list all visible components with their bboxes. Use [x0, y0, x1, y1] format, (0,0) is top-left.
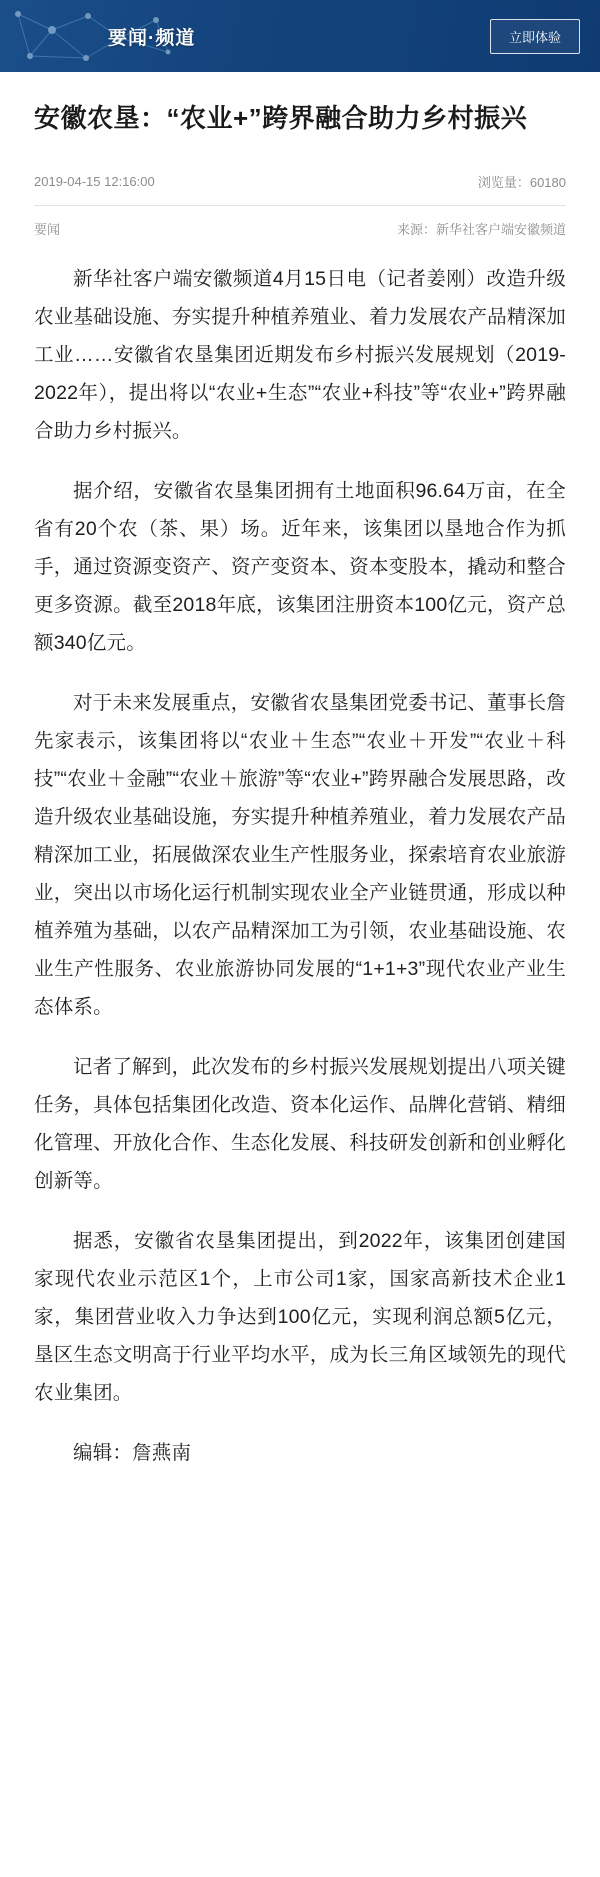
publish-time: 2019-04-15 12:16:00: [34, 173, 155, 189]
view-count: 浏览量：60180: [477, 174, 566, 190]
article-body: [34, 260, 566, 1472]
page-title: 安徽农垦：“农业+”跨界融合助力乡村振兴: [34, 103, 528, 133]
try-now-button[interactable]: 立即体验: [490, 19, 580, 54]
article-container: [0, 72, 600, 1534]
site-header: [0, 0, 600, 72]
paragraph: 对于未来发展重点，安徽省农垦集团党委书记、董事长詹先家表示，该集团将以“农业＋生态”“农业＋开发”“农业＋科技”“农业＋金融”“农业＋旅游”等“农业+”跨界融合发展思路，改造升级农业基础设施，夯实提升种植养殖业，着力发展农产品精深加工业，拓展做深农业生产性服务业，探索培育农业旅游业，突出以市场化运行机制实现农业全产业链贯通，形成以种植养殖为基础，以农产品精深加工为引领，农业基础设施、农业生产性服务、农业旅游协同发展的“1+1+3”现代农业产业生态体系。: [34, 691, 566, 1018]
meta-divider: [34, 205, 566, 206]
paragraph: 记者了解到，此次发布的乡村振兴发展规划提出八项关键任务，具体包括集团化改造、资本化运作、品牌化营销、精细化管理、开放化合作、生态化发展、科技研发创新和创业孵化创新等。: [34, 1055, 566, 1193]
source-label: 来源：新华社客户端安徽频道: [396, 221, 566, 237]
paragraph: 据介绍，安徽省农垦集团拥有土地面积96.64万亩，在全省有20个农（茶、果）场。近年来，该集团以垦地合作为抓手，通过资源变资产、资产变资本、资本变股本，撬动和整合更多资源。截至2018年底，该集团注册资本100亿元，资产总额340亿元。: [34, 479, 566, 654]
paragraph: 据悉，安徽省农垦集团提出，到2022年，该集团创建国家现代农业示范区1个，上市公司1家，国家高新技术企业1家，集团营业收入力争达到100亿元，实现利润总额5亿元，垦区生态文明高于行业平均水平，成为长三角区域领先的现代农业集团。: [34, 1230, 566, 1405]
meta-row: [34, 172, 566, 205]
channel-label: 要闻: [34, 221, 61, 237]
paragraph: 新华社客户端安徽频道4月15日电（记者姜刚）改造升级农业基础设施、夯实提升种植养殖业、着力发展农产品精深加工业……安徽省农垦集团近期发布乡村振兴发展规划（2019-2022年），提出将以“农业+生态”“农业+科技”等“农业+”跨界融合助力乡村振兴。: [34, 267, 566, 442]
source-row: [34, 219, 566, 260]
site-brand: 要闻·频道: [108, 27, 196, 49]
editor-line: 编辑：詹燕南: [73, 1442, 192, 1465]
